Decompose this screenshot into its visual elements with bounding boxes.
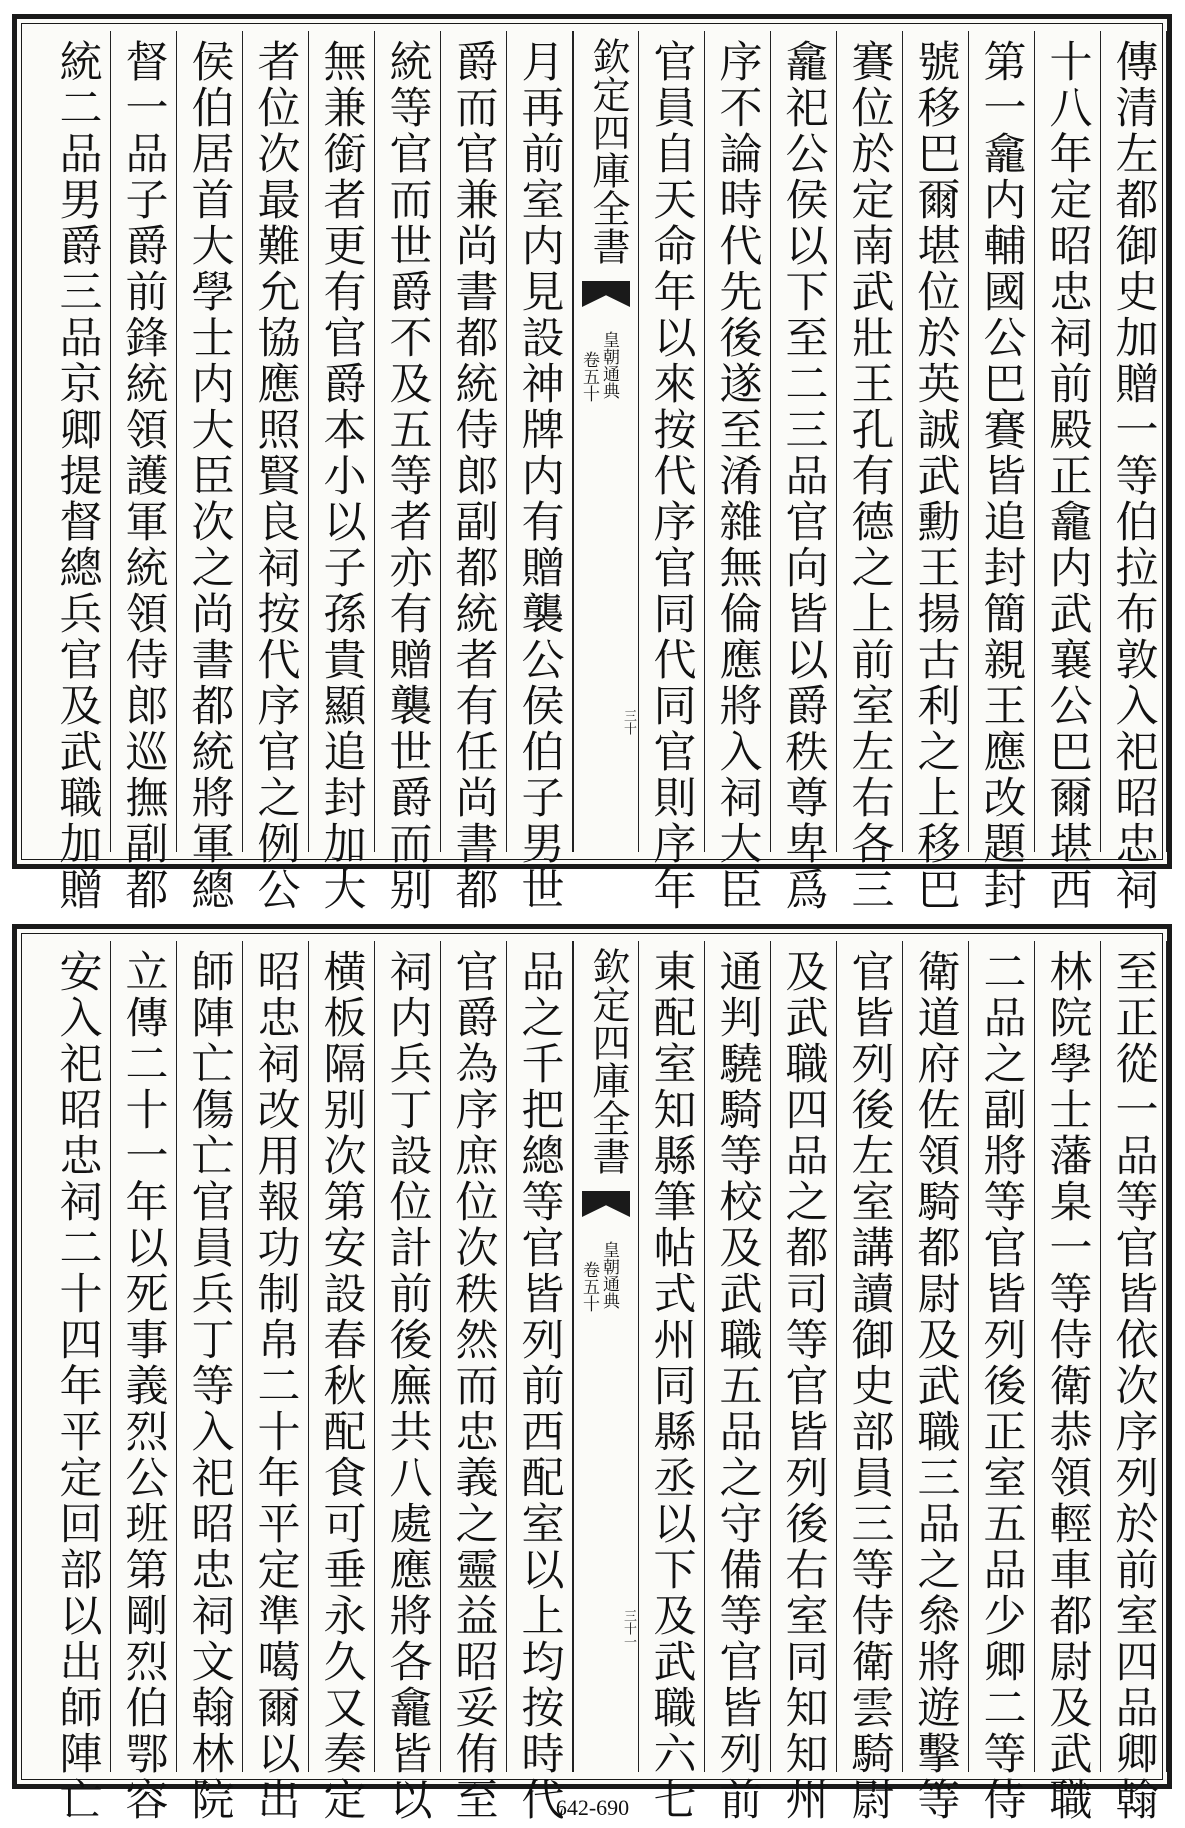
text-column xyxy=(639,31,705,913)
text-column xyxy=(705,941,771,1823)
text-column xyxy=(441,941,507,1823)
column-text: 及武職四品之都司等官皆列後右室同知知州 xyxy=(778,949,829,1823)
text-column xyxy=(243,31,309,913)
column-text: 師陣亡傷亡官員兵丁等入祀昭忠祠文翰林院 xyxy=(184,949,235,1823)
column-text: 衛道府佐領騎都尉及武職三品之叅將遊擊等 xyxy=(910,949,961,1823)
column-text: 品之千把總等官皆列前西配室以上均按時代 xyxy=(514,949,565,1823)
column-text: 序不論時代先後遂至淆雜無倫應將入祠大臣 xyxy=(712,39,763,913)
text-column xyxy=(507,941,573,1823)
text-column xyxy=(375,941,441,1823)
column-text: 昭忠祠改用報功制帛二十年平定準噶爾以出 xyxy=(250,949,301,1823)
column-text: 祠内兵丁設位計前後廡共八處應將各龕皆以 xyxy=(382,949,433,1823)
column-text: 月再前室内見設神牌内有贈襲公侯伯子男世 xyxy=(514,39,565,913)
column-text: 賽位於定南武壯王孔有德之上前室左右各三 xyxy=(844,39,895,913)
text-column xyxy=(969,31,1035,913)
column-text: 號移巴爾堪位於英誠武勳王揚古利之上移巴 xyxy=(910,39,961,913)
column-text: 通判驍騎等校及武職五品之守備等官皆列前 xyxy=(712,949,763,1823)
column-text: 至正從一品等官皆依次序列於前室四品卿翰 xyxy=(1108,949,1159,1823)
column-text: 爵而官兼尚書都統侍郎副都統者有任尚書都 xyxy=(448,39,499,913)
column-text: 者位次最難允協應照賢良祠按代序官之例公 xyxy=(250,39,301,913)
column-text: 官爵為序庶位次秩然而忠義之靈益昭妥侑至 xyxy=(448,949,499,1823)
work-title: 皇朝通典 xyxy=(599,331,619,399)
volume-number: 卷五十 xyxy=(579,1261,599,1312)
book-title: 欽定四庫全書 xyxy=(586,947,630,1175)
text-column xyxy=(309,31,375,913)
text-column xyxy=(903,941,969,1823)
text-column xyxy=(1101,31,1167,913)
book-page-top xyxy=(12,14,1172,913)
text-column xyxy=(309,941,375,1823)
column-text: 東配室知縣筆帖式州同縣丞以下及武職六七 xyxy=(646,949,697,1823)
text-column xyxy=(1101,941,1167,1823)
text-column xyxy=(969,941,1035,1823)
center-margin-column xyxy=(573,941,639,1772)
column-text: 傳清左都御史加贈一等伯拉布敦入祀昭忠祠 xyxy=(1108,39,1159,913)
text-column xyxy=(111,941,177,1823)
column-text: 横板隔别次第安設春秋配食可垂永久又奏定 xyxy=(316,949,367,1823)
book-title: 欽定四庫全書 xyxy=(586,37,630,265)
text-column xyxy=(45,31,111,913)
text-column xyxy=(507,31,573,913)
center-margin-column xyxy=(573,31,639,852)
text-column xyxy=(771,941,837,1823)
text-column xyxy=(705,31,771,913)
column-text: 無兼銜者更有官爵本小以子孫貴顯追封加大 xyxy=(316,39,367,913)
text-column xyxy=(903,31,969,913)
fishtail-mark-icon xyxy=(582,1191,630,1217)
work-title: 皇朝通典 xyxy=(599,1241,619,1309)
column-text: 林院學士藩臬一等侍衛恭領輕車都尉及武職 xyxy=(1042,949,1093,1823)
column-text: 督一品子爵前鋒統領護軍統領侍郎巡撫副都 xyxy=(118,39,169,913)
column-text: 立傳二十一年以死事義烈公班第剛烈伯鄂容 xyxy=(118,949,169,1823)
column-text: 官皆列後左室講讀御史部員三等侍衛雲騎尉 xyxy=(844,949,895,1823)
text-column xyxy=(837,31,903,913)
text-column xyxy=(177,31,243,913)
text-column xyxy=(837,941,903,1823)
text-column xyxy=(177,941,243,1823)
text-column xyxy=(1035,31,1101,913)
fishtail-mark-icon xyxy=(582,281,630,307)
column-text: 十八年定昭忠祠前殿正龕内武襄公巴爾堪西 xyxy=(1042,39,1093,913)
column-text: 侯伯居首大學士内大臣次之尚書都統將軍總 xyxy=(184,39,235,913)
column-text: 二品之副將等官皆列後正室五品少卿二等侍 xyxy=(976,949,1027,1823)
leaf-number: 三十一 xyxy=(621,1609,636,1648)
column-text: 統等官而世爵不及五等者亦有贈襲世爵而别 xyxy=(382,39,433,913)
text-column xyxy=(441,31,507,913)
text-column xyxy=(771,31,837,913)
column-text: 安入祀昭忠祠二十四年平定回部以出師陣亡 xyxy=(52,949,103,1823)
volume-number: 卷五十 xyxy=(579,351,599,402)
text-column xyxy=(45,941,111,1823)
text-column xyxy=(639,941,705,1823)
text-column xyxy=(243,941,309,1823)
column-text: 龕祀公侯以下至二三品官向皆以爵秩尊卑爲 xyxy=(778,39,829,913)
text-column xyxy=(375,31,441,913)
column-text: 統二品男爵三品京卿提督總兵官及武職加贈 xyxy=(52,39,103,913)
text-column xyxy=(1035,941,1101,1823)
page-code: 642-690 xyxy=(555,1795,630,1820)
leaf-number: 三十 xyxy=(621,709,636,735)
text-column xyxy=(111,31,177,913)
column-text: 官員自天命年以來按代序官同代同官則序年 xyxy=(646,39,697,913)
column-text: 第一龕内輔國公巴賽皆追封簡親王應改題封 xyxy=(976,39,1027,913)
